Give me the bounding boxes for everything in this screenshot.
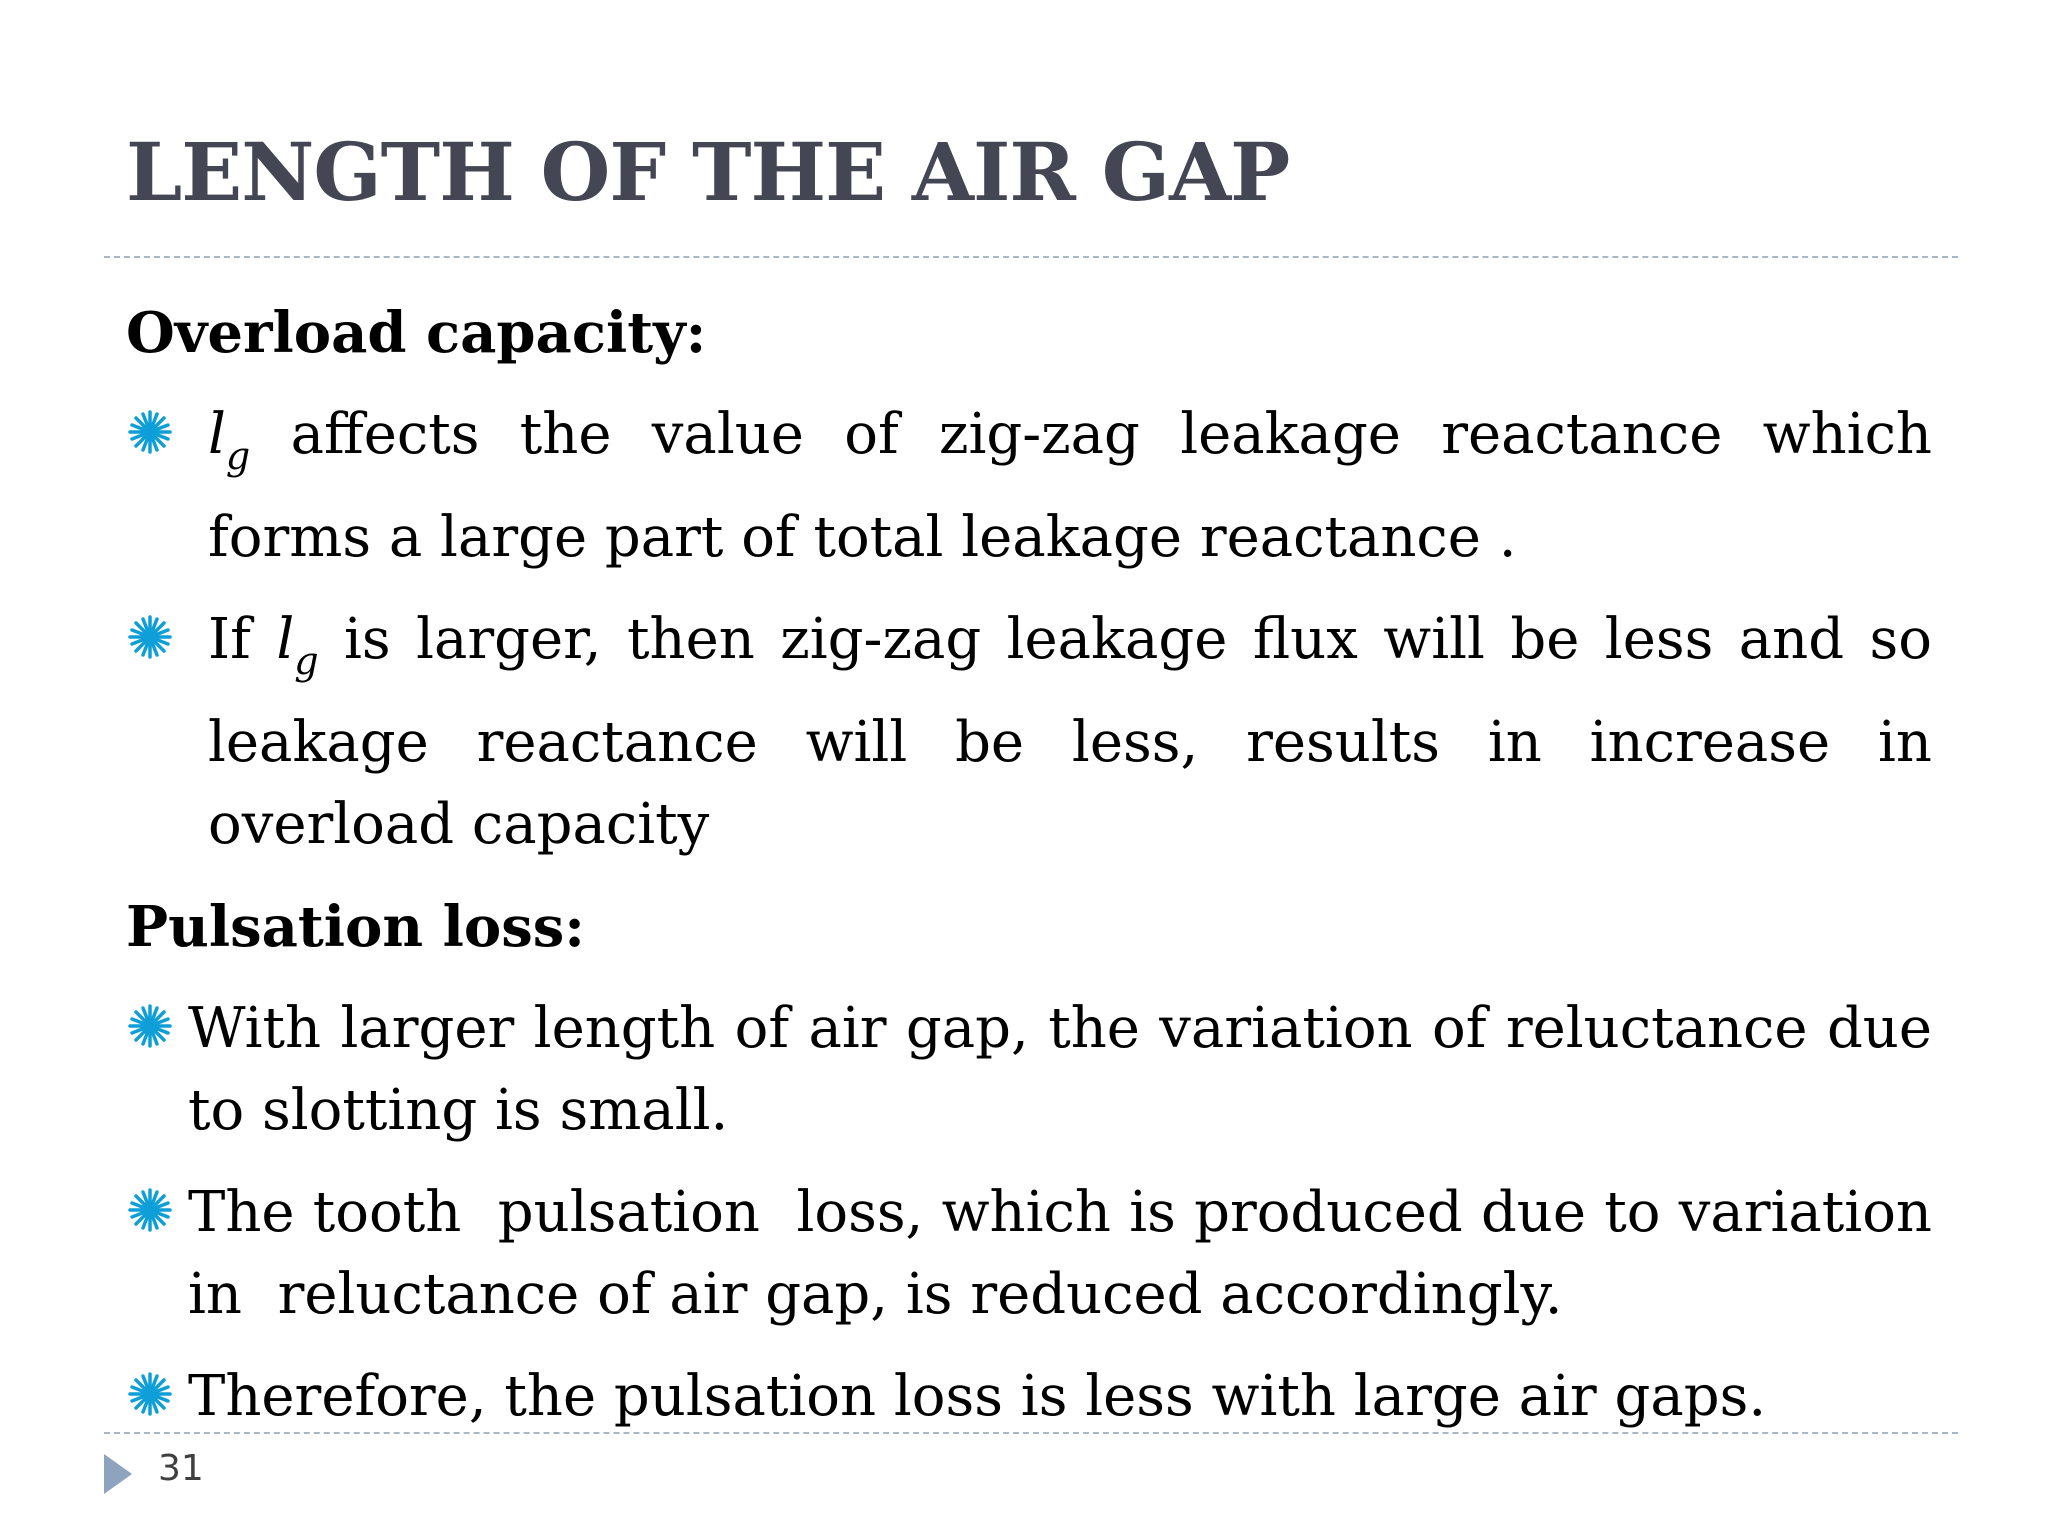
bullet-text: Therefore, the pulsation loss is less with large air gaps. xyxy=(188,1364,1767,1429)
list-item xyxy=(126,988,1932,1152)
starburst-bullet-icon xyxy=(126,1186,174,1234)
variable-symbol: l xyxy=(276,607,295,672)
starburst-bullet-icon xyxy=(126,613,174,661)
bullet-text: affects the value of zig-zag leakage reactance which forms a large part of total leakage reactance . xyxy=(208,402,1932,570)
section-heading-overload: Overload capacity: xyxy=(126,300,707,366)
list-item xyxy=(126,599,1932,866)
slide-body xyxy=(126,292,1950,1458)
variable-subscript: g xyxy=(225,434,251,478)
page-number: 31 xyxy=(158,1448,204,1489)
variable-subscript: g xyxy=(294,639,319,683)
triangle-arrow-icon xyxy=(104,1454,132,1494)
bullet-prefix: If xyxy=(208,607,251,672)
list-item xyxy=(126,1356,1932,1438)
starburst-bullet-icon xyxy=(126,1370,174,1418)
bullet-text: is larger, then zig-zag leakage flux will be less and so leakage reactance will be less, results in increase in overload capacity xyxy=(208,607,1932,857)
top-divider xyxy=(104,256,1958,258)
section-heading-pulsation: Pulsation loss: xyxy=(126,894,585,960)
slide-title: LENGTH OF THE AIR GAP xyxy=(126,125,1290,219)
starburst-bullet-icon xyxy=(126,408,174,456)
bullet-text: With larger length of air gap, the variation of reluctance due to slotting is small. xyxy=(188,996,1932,1143)
bullet-text: The tooth pulsation loss, which is produced due to variation in reluctance of air gap, is reduced accordingly. xyxy=(188,1180,1950,1327)
variable-symbol: l xyxy=(208,402,226,467)
list-item xyxy=(126,1172,1950,1336)
list-item xyxy=(126,394,1932,579)
bottom-divider xyxy=(104,1432,1958,1434)
starburst-bullet-icon xyxy=(126,1002,174,1050)
